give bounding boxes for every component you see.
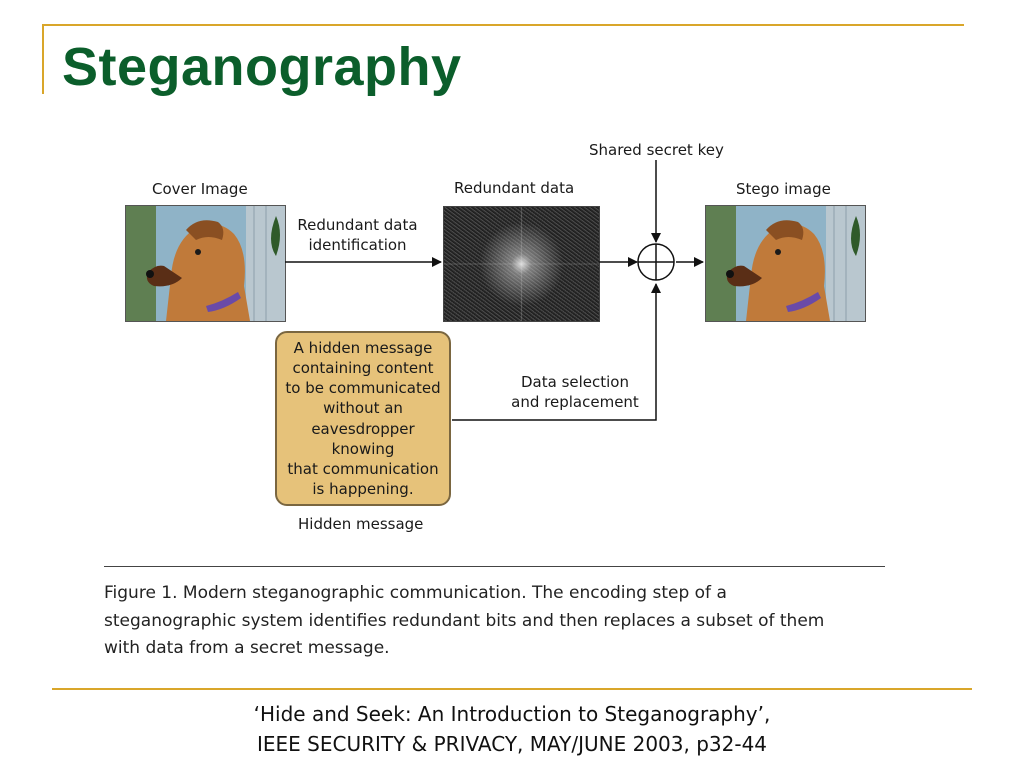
frame-top-rule [42, 24, 964, 26]
shared-key-label: Shared secret key [589, 141, 724, 159]
selection-label: Data selection and replacement [511, 373, 639, 411]
frame-bottom-rule [52, 688, 972, 690]
cover-image-label: Cover Image [152, 180, 248, 198]
frame-left-rule [42, 24, 44, 94]
hidden-message-box [275, 331, 451, 506]
dog-photo-icon [706, 206, 865, 321]
stego-image [705, 205, 866, 322]
cover-image [125, 205, 286, 322]
figure-caption: Figure 1. Modern steganographic communication. The encoding step of a steganographic system identifies redundant bits and then replaces a subset of them with data from a secret message. [104, 583, 825, 658]
combiner-circle-icon [638, 244, 674, 280]
identification-label: Redundant data identification [297, 216, 418, 254]
hidden-message-text: A hidden message containing content to be communicated without an eavesdropper knowing that communication is happening. [285, 338, 441, 499]
hidden-message-label: Hidden message [298, 515, 424, 533]
citation: ‘Hide and Seek: An Introduction to Steganography’, IEEE SECURITY & PRIVACY, MAY/JUNE 2003, p32-44 [253, 702, 771, 756]
caption-rule [104, 566, 885, 567]
redundant-data-label: Redundant data [454, 179, 575, 197]
slide-title: Steganography [62, 37, 462, 97]
noise-spectrum-icon [443, 206, 600, 322]
dog-photo-icon [126, 206, 285, 321]
stego-image-label: Stego image [736, 180, 831, 198]
